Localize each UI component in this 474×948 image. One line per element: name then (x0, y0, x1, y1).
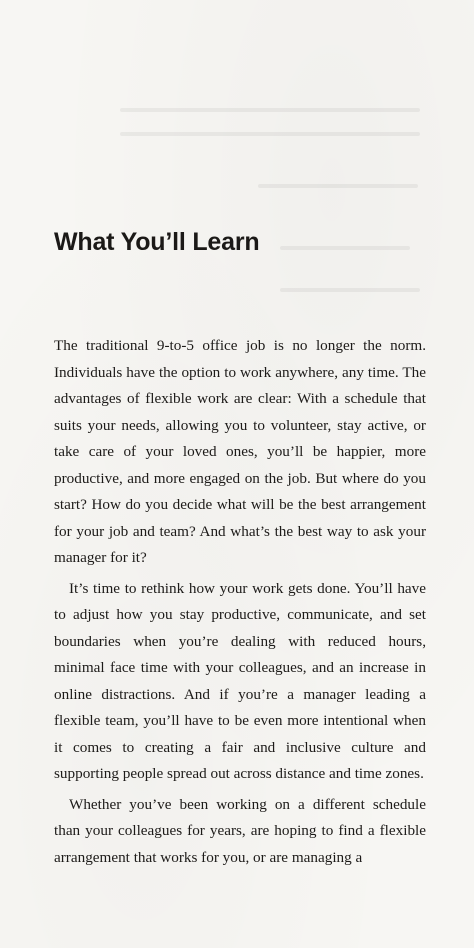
paragraph-1: The traditional 9-to-5 office job is no longer the norm. Individuals have the option to work anywhere, any time. The advantages of flexible work are clear: With a schedule that suits your needs, allowing you to volunteer, stay active, or take care of your loved ones, you’ll be happier, more productive, and more engaged on the job. But where do you start? How do you decide what will be the best arrangement for your job and team? And what’s the best way to ask your manager for it? (54, 337, 426, 566)
bleed-through-mark (120, 132, 420, 136)
paragraph-3: Whether you’ve been working on a different schedule than your colleagues for years, are hoping to find a flexible arrangement that works for you, or are managing a (54, 795, 426, 866)
section-heading: What You’ll Learn (54, 228, 260, 256)
bleed-through-mark (258, 184, 418, 188)
bleed-through-mark (280, 246, 410, 250)
bleed-through-mark (120, 108, 420, 112)
paragraph-2: It’s time to rethink how your work gets done. You’ll have to adjust how you stay productive, communicate, and set boundaries when you’re dealing with reduced hours, minimal face time with your colleagues, and an increase in online distractions. And if you’re a manager leading a flexible team, you’ll have to be even more intentional when it comes to creating a fair and inclusive culture and supporting people spread out across distance and time zones. (54, 579, 426, 782)
body-text (54, 333, 426, 875)
bleed-through-mark (280, 288, 420, 292)
